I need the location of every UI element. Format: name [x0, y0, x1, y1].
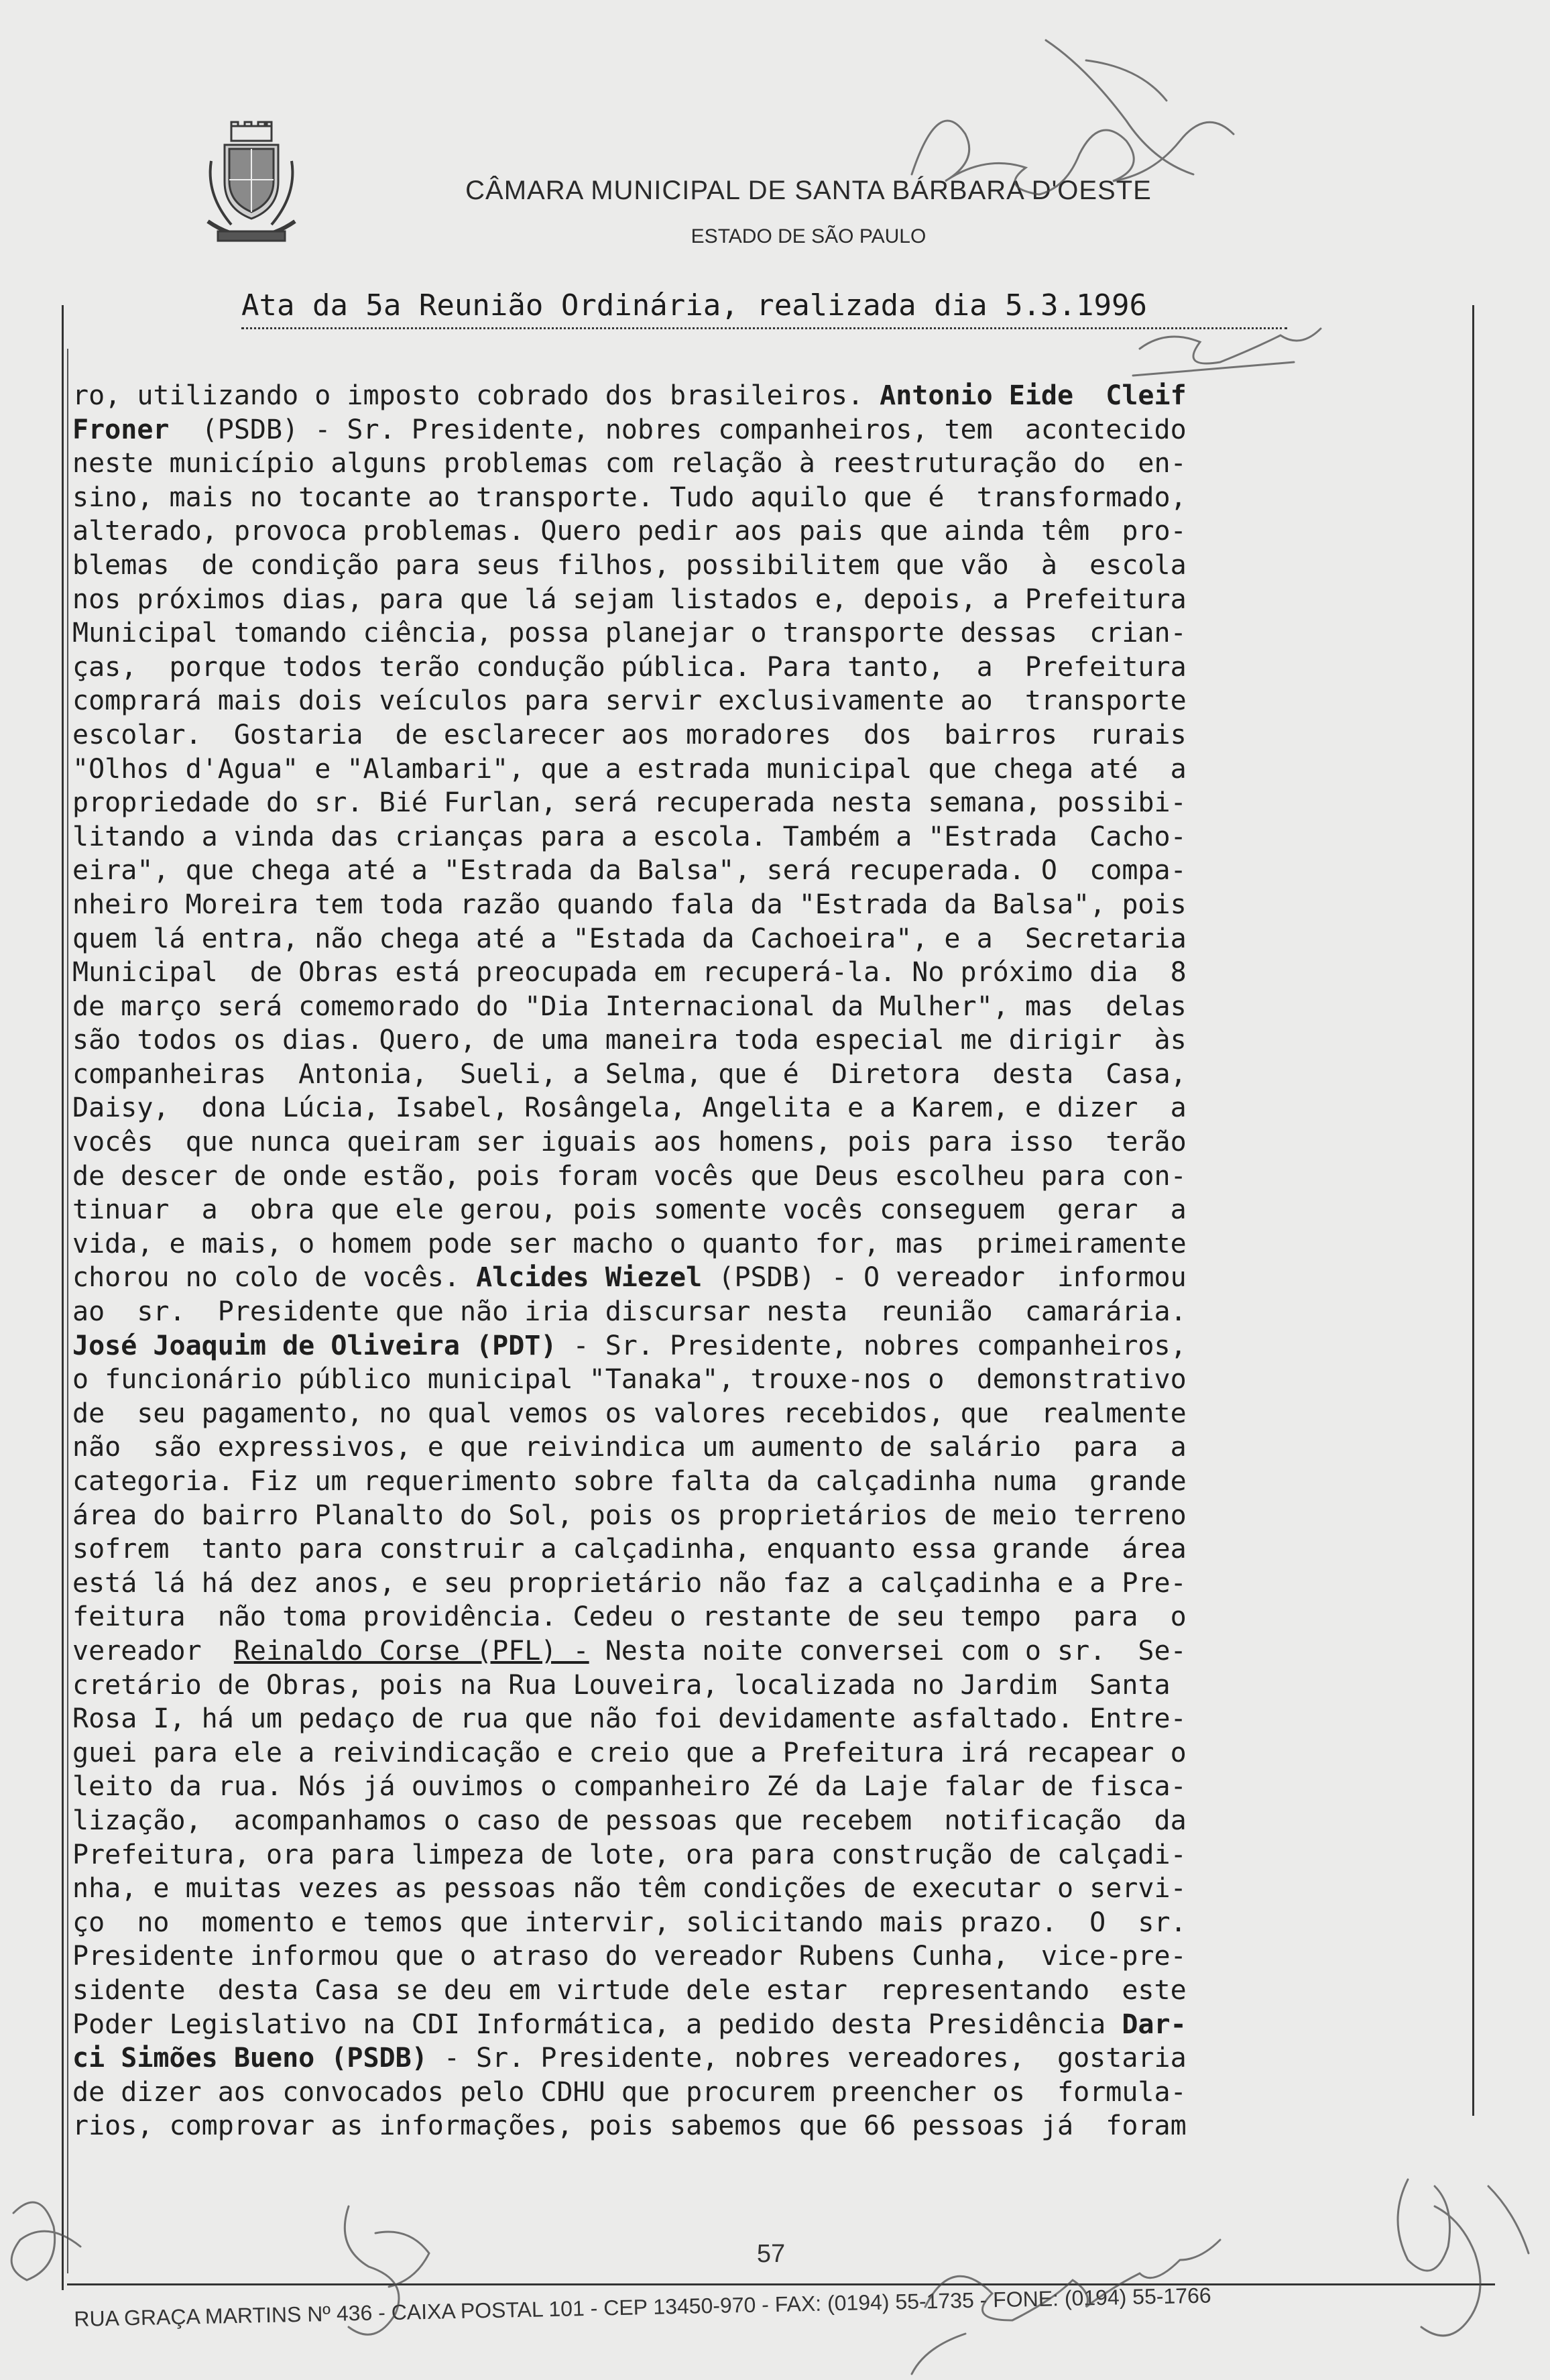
text-line: são todos os dias. Quero, de uma maneira toda especial me dirigir às — [72, 1025, 1187, 1056]
margin-line-left-inner — [67, 349, 68, 2273]
text-line: quem lá entra, não chega até a "Estada da Cachoeira", e a Secretaria — [72, 923, 1187, 954]
text-line: sofrem tanto para construir a calçadinha, enquanto essa grande área — [72, 1534, 1187, 1565]
text-line: vereador — [72, 1635, 234, 1666]
text-line: tinuar a obra que ele gerou, pois somente vocês conseguem gerar a — [72, 1194, 1187, 1226]
text-line: litando a vinda das crianças para a escola. Também a "Estrada Cacho- — [72, 821, 1187, 852]
text-line: nha, e muitas vezes as pessoas não têm condições de executar o servi- — [72, 1873, 1187, 1905]
text-line: Nesta noite conversei com o sr. Se- — [589, 1635, 1187, 1666]
text-line: Prefeitura, ora para limpeza de lote, ora para construção de calçadi- — [72, 1839, 1187, 1870]
text-line: está lá há dez anos, e seu proprietário não faz a calçadinha e a Pre- — [72, 1567, 1187, 1599]
text-line: Presidente informou que o atraso do vereador Rubens Cunha, vice-pre- — [72, 1941, 1187, 1972]
organization-name: CÂMARA MUNICIPAL DE SANTA BÁRBARA D'OESTE — [465, 176, 1152, 205]
speaker-name: Dar- — [1122, 2008, 1187, 2040]
text-line: de seu pagamento, no qual vemos os valores recebidos, que realmente — [72, 1398, 1187, 1429]
margin-line-right — [1472, 305, 1474, 2116]
text-line: leito da rua. Nós já ouvimos o companheiro Zé da Laje falar de fisca- — [72, 1771, 1187, 1803]
text-line: de março será comemorado do "Dia Internacional da Mulher", mas delas — [72, 990, 1187, 1022]
text-line: Municipal tomando ciência, possa planejar o transporte dessas crian- — [72, 618, 1187, 649]
text-line: ro, utilizando o imposto cobrado dos brasileiros. — [72, 380, 880, 411]
text-line: categoria. Fiz um requerimento sobre falta da calçadinha numa grande — [72, 1466, 1187, 1497]
speaker-name: José Joaquim de Oliveira (PDT) — [72, 1330, 557, 1361]
text-line: rios, comprovar as informações, pois sabemos que 66 pessoas já foram — [72, 2110, 1187, 2142]
signature-bottom-left — [11, 2202, 80, 2280]
text-line: não são expressivos, e que reivindica um aumento de salário para a — [72, 1432, 1187, 1463]
text-line: - Sr. Presidente, nobres vereadores, gostaria — [427, 2043, 1187, 2074]
text-line: de dizer aos convocados pelo CDHU que procurem preencher os formula- — [72, 2076, 1187, 2108]
organization-state: ESTADO DE SÃO PAULO — [691, 225, 927, 247]
speaker-name: Alcides Wiezel — [476, 1262, 703, 1294]
text-line: "Olhos d'Agua" e "Alambari", que a estrada municipal que chega até a — [72, 753, 1187, 785]
text-line: sidente desta Casa se deu em virtude dele estar representando este — [72, 1974, 1187, 2006]
text-line: ças, porque todos terão condução pública. Para tanto, a Prefeitura — [72, 651, 1187, 683]
signature-bottom-right — [1398, 2179, 1529, 2336]
text-line: blemas de condição para seus filhos, possibilitem que vão à escola — [72, 549, 1187, 581]
text-line: nos próximos dias, para que lá sejam listados e, depois, a Prefeitura — [72, 583, 1187, 615]
text-line: Poder Legislativo na CDI Informática, a pedido desta Presidência — [72, 2008, 1122, 2040]
text-line: Municipal de Obras está preocupada em recuperá-la. No próximo dia 8 — [72, 957, 1187, 988]
text-line: ço no momento e temos que intervir, solicitando mais prazo. O sr. — [72, 1907, 1187, 1938]
text-line: comprará mais dois veículos para servir exclusivamente ao transporte — [72, 685, 1187, 717]
text-line: vida, e mais, o homem pode ser macho o quanto for, mas primeiramente — [72, 1228, 1187, 1259]
text-line: - Sr. Presidente, nobres companheiros, — [556, 1330, 1187, 1361]
text-line: feitura não toma providência. Cedeu o restante de seu tempo para o — [72, 1601, 1187, 1633]
text-line: (PSDB) - Sr. Presidente, nobres companheiros, tem acontecido — [169, 414, 1187, 445]
signature-middle-right — [1133, 329, 1321, 376]
title-underline — [241, 327, 1287, 329]
page-number: 57 — [756, 2240, 786, 2268]
text-line: guei para ele a reivindicação e creio que a Prefeitura irá recapear o — [72, 1737, 1187, 1768]
speaker-name: Froner — [72, 414, 170, 445]
text-line: escolar. Gostaria de esclarecer aos moradores dos bairros rurais — [72, 719, 1187, 750]
minutes-body — [72, 379, 1467, 2143]
speaker-name-underlined: Reinaldo Corse (PFL) - — [233, 1635, 589, 1666]
text-line: nheiro Moreira tem toda razão quando fala da "Estrada da Balsa", pois — [72, 889, 1187, 920]
text-line: vocês que nunca queiram ser iguais aos homens, pois para isso terão — [72, 1127, 1187, 1158]
text-line: Daisy, dona Lúcia, Isabel, Rosângela, Angelita e a Karem, e dizer a — [72, 1092, 1187, 1124]
text-line: cretário de Obras, pois na Rua Louveira, localizada no Jardim Santa — [72, 1669, 1171, 1701]
speaker-name: ci Simões Bueno (PSDB) — [72, 2043, 428, 2074]
text-line: propriedade do sr. Bié Furlan, será recuperada nesta semana, possibi- — [72, 787, 1187, 819]
signature-top-right-2 — [1046, 40, 1193, 174]
text-line: de descer de onde estão, pois foram vocês que Deus escolheu para con- — [72, 1160, 1187, 1192]
text-line: área do bairro Planalto do Sol, pois os proprietários de meio terreno — [72, 1499, 1187, 1531]
text-line: ao sr. Presidente que não iria discursar nesta reunião camarária. — [72, 1296, 1187, 1328]
text-line: neste município alguns problemas com relação à reestruturação do en- — [72, 448, 1187, 479]
text-line: (PSDB) - O vereador informou — [702, 1262, 1187, 1294]
footer-address: RUA GRAÇA MARTINS Nº 436 - CAIXA POSTAL 101 - CEP 13450-970 - FAX: (0194) 55-1735 - FONE: (0194) 55-1766 — [74, 2283, 1211, 2331]
text-line: eira", que chega até a "Estrada da Balsa", será recuperada. O compa- — [72, 855, 1187, 887]
footer-rule — [67, 2283, 1495, 2285]
text-line: lização, acompanhamos o caso de pessoas que recebem notificação da — [72, 1805, 1187, 1836]
text-line: companheiras Antonia, Sueli, a Selma, que é Diretora desta Casa, — [72, 1058, 1187, 1090]
text-line: Rosa I, há um pedaço de rua que não foi devidamente asfaltado. Entre- — [72, 1703, 1187, 1735]
document-title: Ata da 5a Reunião Ordinária, realizada dia 5.3.1996 — [241, 288, 1148, 323]
text-line: chorou no colo de vocês. — [72, 1262, 477, 1294]
speaker-name: Antonio Eide Cleif — [880, 380, 1187, 411]
text-line: o funcionário público municipal "Tanaka", trouxe-nos o demonstrativo — [72, 1364, 1187, 1396]
margin-line-left — [62, 305, 64, 2290]
text-line: alterado, provoca problemas. Quero pedir aos pais que ainda têm pro- — [72, 516, 1187, 547]
text-line: sino, mais no tocante ao transporte. Tudo aquilo que é transformado, — [72, 481, 1187, 513]
